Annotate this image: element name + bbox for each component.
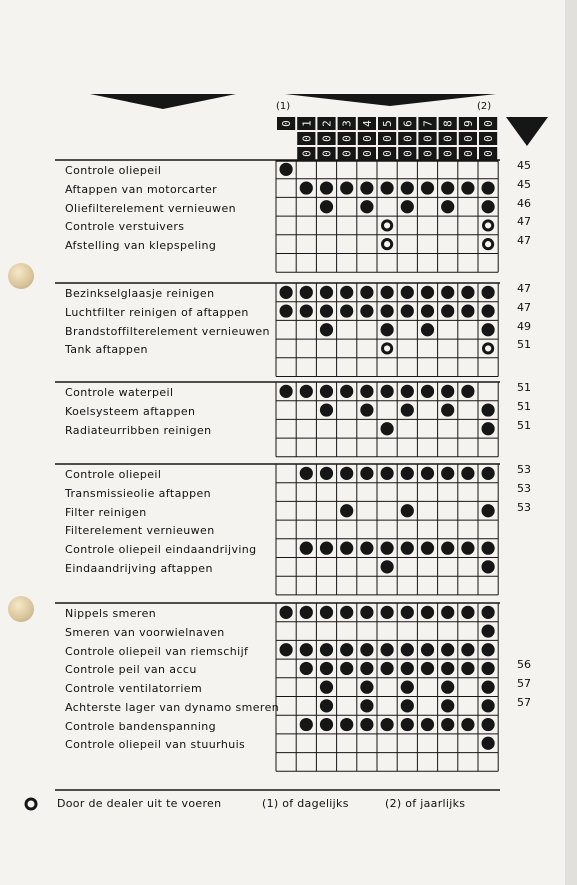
row-label: Bezinkselglaasje reinigen	[65, 287, 215, 301]
filled-dot-icon	[401, 542, 414, 555]
filled-dot-icon	[300, 542, 313, 555]
filled-dot-icon	[280, 643, 293, 656]
header-digit: 0	[340, 135, 354, 142]
row-label: Controle ventilatorriem	[65, 682, 203, 696]
page-reference: 53	[517, 500, 531, 514]
header-digit: 0	[320, 135, 334, 142]
filled-dot-icon	[360, 606, 373, 619]
filled-dot-icon	[340, 542, 353, 555]
filled-dot-icon	[401, 699, 414, 712]
header-digit: 9	[461, 120, 475, 127]
filled-dot-icon	[401, 504, 414, 517]
filled-dot-icon	[482, 643, 495, 656]
filled-dot-icon	[461, 467, 474, 480]
row-label: Filterelement vernieuwen	[65, 524, 215, 538]
filled-dot-icon	[401, 662, 414, 675]
filled-dot-icon	[461, 662, 474, 675]
header-digit: 5	[381, 120, 395, 127]
filled-dot-icon	[482, 181, 495, 194]
row-label: Eindaandrijving aftappen	[65, 561, 213, 575]
filled-dot-icon	[401, 304, 414, 317]
filled-dot-icon	[340, 286, 353, 299]
filled-dot-icon	[381, 643, 394, 656]
page-reference: 45	[517, 178, 531, 192]
filled-dot-icon	[461, 181, 474, 194]
filled-dot-icon	[401, 606, 414, 619]
legend-note-2: (2) of jaarlijks	[385, 797, 466, 810]
header-digit: 0	[482, 150, 496, 157]
filled-dot-icon	[320, 403, 333, 416]
filled-dot-icon	[381, 662, 394, 675]
filled-dot-icon	[421, 467, 434, 480]
filled-dot-icon	[381, 286, 394, 299]
filled-dot-icon	[280, 163, 293, 176]
arrow-header-bar	[285, 94, 496, 106]
filled-dot-icon	[482, 624, 495, 637]
header-digit: 8	[441, 120, 455, 127]
filled-dot-icon	[441, 200, 454, 213]
filled-dot-icon	[360, 403, 373, 416]
filled-dot-icon	[381, 181, 394, 194]
filled-dot-icon	[401, 643, 414, 656]
column-marker-1: (1)	[276, 101, 291, 112]
filled-dot-icon	[482, 467, 495, 480]
filled-dot-icon	[340, 385, 353, 398]
filled-dot-icon	[360, 467, 373, 480]
filled-dot-icon	[482, 560, 495, 573]
filled-dot-icon	[421, 304, 434, 317]
header-digit: 6	[401, 120, 415, 127]
arrow-down-left-icon	[90, 94, 236, 109]
filled-dot-icon	[482, 504, 495, 517]
filled-dot-icon	[320, 699, 333, 712]
filled-dot-icon	[360, 542, 373, 555]
header-digit: 0	[482, 135, 496, 142]
row-label: Brandstoffilterelement vernieuwen	[65, 324, 270, 338]
ring-dot-icon	[24, 797, 38, 811]
filled-dot-icon	[340, 504, 353, 517]
filled-dot-icon	[461, 606, 474, 619]
filled-dot-icon	[441, 699, 454, 712]
row-label: Controle oliepeil	[65, 468, 162, 482]
filled-dot-icon	[381, 606, 394, 619]
row-label: Radiateurribben reinigen	[65, 423, 212, 437]
page-reference: 49	[517, 319, 531, 333]
filled-dot-icon	[300, 181, 313, 194]
filled-dot-icon	[482, 606, 495, 619]
row-label: Nippels smeren	[65, 607, 157, 621]
filled-dot-icon	[441, 718, 454, 731]
header-digit: 0	[441, 150, 455, 157]
filled-dot-icon	[300, 385, 313, 398]
row-label: Controle peil van accu	[65, 663, 197, 677]
filled-dot-icon	[381, 304, 394, 317]
filled-dot-icon	[360, 286, 373, 299]
page-reference: 47	[517, 234, 531, 248]
filled-dot-icon	[360, 662, 373, 675]
filled-dot-icon	[461, 286, 474, 299]
header-digit: 2	[320, 120, 334, 127]
filled-dot-icon	[441, 467, 454, 480]
filled-dot-icon	[401, 681, 414, 694]
filled-dot-icon	[441, 643, 454, 656]
page-reference: 47	[517, 282, 531, 296]
header-digit: 0	[381, 150, 395, 157]
filled-dot-icon	[300, 643, 313, 656]
filled-dot-icon	[421, 385, 434, 398]
header-digit: 1	[300, 120, 314, 127]
filled-dot-icon	[441, 606, 454, 619]
page-reference: 53	[517, 463, 531, 477]
row-label: Controle oliepeil van riemschijf	[65, 644, 249, 658]
filled-dot-icon	[340, 718, 353, 731]
filled-dot-icon	[482, 403, 495, 416]
header-digit: 0	[401, 135, 415, 142]
filled-dot-icon	[482, 699, 495, 712]
header-digit: 0	[421, 135, 435, 142]
filled-dot-icon	[421, 643, 434, 656]
header-digit: 7	[421, 120, 435, 127]
filled-dot-icon	[441, 662, 454, 675]
column-header	[276, 117, 498, 161]
page-reference: 51	[517, 400, 531, 414]
filled-dot-icon	[441, 286, 454, 299]
filled-dot-icon	[441, 181, 454, 194]
column-marker-2: (2)	[477, 101, 492, 112]
ring-dot-icon	[383, 221, 392, 230]
header-digit: 0	[401, 150, 415, 157]
filled-dot-icon	[300, 286, 313, 299]
filled-dot-icon	[360, 385, 373, 398]
filled-dot-icon	[482, 737, 495, 750]
row-label: Oliefilterelement vernieuwen	[65, 201, 237, 215]
filled-dot-icon	[381, 422, 394, 435]
page-reference: 53	[517, 482, 531, 496]
header-digit: 3	[340, 120, 354, 127]
filled-dot-icon	[360, 681, 373, 694]
filled-dot-icon	[320, 385, 333, 398]
header-digit: 0	[461, 150, 475, 157]
filled-dot-icon	[320, 643, 333, 656]
row-label: Controle bandenspanning	[65, 719, 217, 733]
filled-dot-icon	[320, 542, 333, 555]
row-label: Transmissieolie aftappen	[65, 487, 212, 501]
filled-dot-icon	[401, 385, 414, 398]
filled-dot-icon	[340, 643, 353, 656]
header-digit: 0	[320, 150, 334, 157]
filled-dot-icon	[482, 323, 495, 336]
filled-dot-icon	[381, 560, 394, 573]
header-digit: 0	[482, 120, 496, 127]
filled-dot-icon	[320, 681, 333, 694]
filled-dot-icon	[360, 699, 373, 712]
filled-dot-icon	[381, 718, 394, 731]
filled-dot-icon	[360, 181, 373, 194]
filled-dot-icon	[381, 467, 394, 480]
row-label: Controle waterpeil	[65, 386, 174, 400]
filled-dot-icon	[441, 304, 454, 317]
page-reference: 46	[517, 196, 531, 210]
filled-dot-icon	[482, 304, 495, 317]
header-digit: 0	[421, 150, 435, 157]
ring-dot-icon	[383, 240, 392, 249]
page-reference: 51	[517, 381, 531, 395]
page-reference: 56	[517, 658, 531, 672]
row-label: Achterste lager van dynamo smeren	[65, 700, 280, 714]
filled-dot-icon	[441, 681, 454, 694]
filled-dot-icon	[280, 385, 293, 398]
filled-dot-icon	[482, 200, 495, 213]
filled-dot-icon	[320, 200, 333, 213]
filled-dot-icon	[461, 643, 474, 656]
filled-dot-icon	[421, 286, 434, 299]
filled-dot-icon	[401, 181, 414, 194]
header-digit: 0	[360, 135, 374, 142]
filled-dot-icon	[441, 385, 454, 398]
filled-dot-icon	[340, 467, 353, 480]
filled-dot-icon	[360, 200, 373, 213]
header-digit: 0	[300, 135, 314, 142]
filled-dot-icon	[461, 718, 474, 731]
row-label: Controle oliepeil van stuurhuis	[65, 738, 246, 752]
filled-dot-icon	[300, 718, 313, 731]
filled-dot-icon	[300, 606, 313, 619]
filled-dot-icon	[300, 467, 313, 480]
filled-dot-icon	[401, 718, 414, 731]
filled-dot-icon	[482, 422, 495, 435]
filled-dot-icon	[320, 718, 333, 731]
filled-dot-icon	[421, 323, 434, 336]
row-label: Controle oliepeil eindaandrijving	[65, 543, 257, 557]
row-label: Tank aftappen	[65, 343, 148, 357]
filled-dot-icon	[320, 323, 333, 336]
filled-dot-icon	[461, 385, 474, 398]
ring-dot-icon	[383, 344, 392, 353]
row-label: Afstelling van klepspeling	[65, 239, 217, 253]
ring-dot-icon	[484, 344, 493, 353]
filled-dot-icon	[360, 643, 373, 656]
filled-dot-icon	[401, 403, 414, 416]
page-reference: 57	[517, 695, 531, 709]
filled-dot-icon	[381, 385, 394, 398]
legend-dealer-text: Door de dealer uit te voeren	[57, 797, 222, 810]
filled-dot-icon	[421, 606, 434, 619]
filled-dot-icon	[340, 181, 353, 194]
page-reference: 47	[517, 215, 531, 229]
filled-dot-icon	[421, 718, 434, 731]
filled-dot-icon	[320, 467, 333, 480]
filled-dot-icon	[482, 681, 495, 694]
filled-dot-icon	[280, 606, 293, 619]
filled-dot-icon	[421, 542, 434, 555]
row-label: Koelsysteem aftappen	[65, 405, 196, 419]
filled-dot-icon	[482, 286, 495, 299]
filled-dot-icon	[401, 200, 414, 213]
filled-dot-icon	[300, 304, 313, 317]
filled-dot-icon	[320, 181, 333, 194]
filled-dot-icon	[421, 662, 434, 675]
filled-dot-icon	[482, 542, 495, 555]
filled-dot-icon	[280, 304, 293, 317]
filled-dot-icon	[482, 662, 495, 675]
header-digit: 0	[381, 135, 395, 142]
page-reference: 57	[517, 677, 531, 691]
row-label: Filter reinigen	[65, 505, 147, 519]
filled-dot-icon	[340, 304, 353, 317]
header-digit: 0	[340, 150, 354, 157]
ring-dot-icon	[484, 221, 493, 230]
page-reference: 51	[517, 338, 531, 352]
filled-dot-icon	[320, 606, 333, 619]
filled-dot-icon	[421, 181, 434, 194]
filled-dot-icon	[401, 286, 414, 299]
header-digit: 0	[360, 150, 374, 157]
page-reference: 45	[517, 159, 531, 173]
filled-dot-icon	[381, 542, 394, 555]
arrow-down-right-icon	[506, 117, 548, 146]
header-digit: 0	[300, 150, 314, 157]
header-digit: 0	[280, 120, 294, 127]
filled-dot-icon	[401, 467, 414, 480]
filled-dot-icon	[461, 542, 474, 555]
filled-dot-icon	[360, 718, 373, 731]
header-digit: 0	[441, 135, 455, 142]
filled-dot-icon	[320, 286, 333, 299]
filled-dot-icon	[441, 542, 454, 555]
ring-dot-icon	[484, 240, 493, 249]
header-digit: 4	[360, 120, 374, 127]
row-label: Controle verstuivers	[65, 220, 185, 234]
row-label: Smeren van voorwielnaven	[65, 626, 225, 640]
row-label: Controle oliepeil	[65, 164, 162, 178]
filled-dot-icon	[360, 304, 373, 317]
filled-dot-icon	[381, 323, 394, 336]
page-reference: 47	[517, 301, 531, 315]
filled-dot-icon	[482, 718, 495, 731]
header-digit: 0	[461, 135, 475, 142]
filled-dot-icon	[300, 662, 313, 675]
filled-dot-icon	[320, 662, 333, 675]
filled-dot-icon	[461, 304, 474, 317]
legend-note-1: (1) of dagelijks	[262, 797, 349, 810]
page-reference: 51	[517, 418, 531, 432]
filled-dot-icon	[441, 403, 454, 416]
filled-dot-icon	[320, 304, 333, 317]
filled-dot-icon	[340, 606, 353, 619]
row-label: Luchtfilter reinigen of aftappen	[65, 306, 249, 320]
row-label: Aftappen van motorcarter	[65, 183, 218, 197]
filled-dot-icon	[280, 286, 293, 299]
filled-dot-icon	[340, 662, 353, 675]
